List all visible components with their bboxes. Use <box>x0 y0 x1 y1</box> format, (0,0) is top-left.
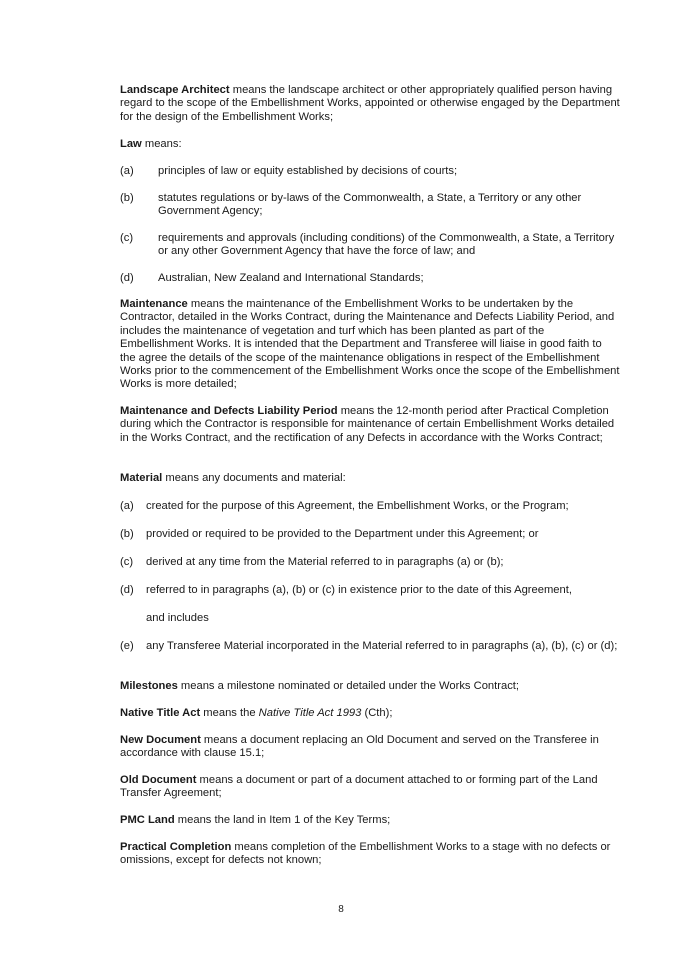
list-item <box>120 272 620 285</box>
list-item <box>120 500 620 513</box>
item-text: created for the purpose of this Agreement, the Embellishment Works, or the Program; <box>146 500 569 512</box>
term: New Document <box>120 734 201 746</box>
definition-material <box>120 472 620 485</box>
term: Maintenance <box>120 298 188 310</box>
list-item <box>120 232 620 259</box>
definition-text: means any documents and material: <box>162 472 346 484</box>
item-text: provided or required to be provided to the Department under this Agreement; or <box>146 528 539 540</box>
definition-old-document <box>120 774 620 801</box>
term: Native Title Act <box>120 707 201 719</box>
item-label: (b) <box>120 192 134 204</box>
list-item <box>120 556 620 569</box>
item-label: (d) <box>120 584 134 596</box>
item-text: requirements and approvals (including conditions) of the Commonwealth, a State, a Territory or any other Government Agency that have the force of law; and <box>158 232 615 258</box>
item-text: statutes regulations or by-laws of the Commonwealth, a State, a Territory or any other Government Agency; <box>158 192 582 218</box>
and-includes-text: and includes <box>146 612 209 624</box>
definition-text: means: <box>141 138 182 150</box>
term: Old Document <box>120 774 197 786</box>
list-item <box>120 528 620 541</box>
item-text: principles of law or equity established by decisions of courts; <box>158 165 458 177</box>
item-text: any Transferee Material incorporated in the Material referred to in paragraphs (a), (b), (c) or (d); <box>146 640 618 652</box>
definition-native-title-act <box>120 707 620 720</box>
definition-text: means the 12-month period after Practical Completion during which the Contractor is responsible for maintenance of certain Embellishment Works detailed in the Works Contract, and the rectification of any Defects in accordance with the Works Contract; <box>120 405 615 444</box>
definition-milestones <box>120 680 620 693</box>
definition-text: means completion of the Embellishment Works to a stage with no defects or omissions, except for defects not known; <box>120 841 611 867</box>
definition-text: means the landscape architect or other appropriately qualified person having regard to the scope of the Embellishment Works, appointed or otherwise engaged by the Department for the design of the Embellishment Works; <box>120 84 620 123</box>
term: Practical Completion <box>120 841 232 853</box>
list-item <box>120 640 620 653</box>
page-number: 8 <box>338 904 344 915</box>
act-title: Native Title Act 1993 <box>258 707 362 719</box>
item-label: (c) <box>120 232 134 244</box>
definition-new-document <box>120 734 620 761</box>
item-text: derived at any time from the Material referred to in paragraphs (a) or (b); <box>146 556 504 568</box>
list-item <box>120 165 620 178</box>
term: Law <box>120 138 142 150</box>
definition-text: means the <box>200 707 259 719</box>
item-label: (e) <box>120 640 134 652</box>
definition-text: means the maintenance of the Embellishment Works to be undertaken by the Contractor, detailed in the Works Contract, during the Maintenance and Defects Liability Period, and includes the maintenance of vegetation and turf which has been planted as part of the Embellishment Works. It is intended that the Department and Transferee will liaise in good faith to the agree the details of the scope of the maintenance obligations in respect of the Embellishment Works prior to the commencement of the Embellishment Works once the scope of the Embellishment Works is more detailed; <box>120 298 620 391</box>
list-item <box>120 584 620 597</box>
definition-law <box>120 138 620 151</box>
definition-text: means a milestone nominated or detailed under the Works Contract; <box>177 680 520 692</box>
item-label: (c) <box>120 556 134 568</box>
item-label: (b) <box>120 528 134 540</box>
definition-text: means a document or part of a document attached to or forming part of the Land Transfer Agreement; <box>120 774 598 800</box>
definition-text: means a document replacing an Old Document and served on the Transferee in accordance with clause 15.1; <box>120 734 599 760</box>
term: Maintenance and Defects Liability Period <box>120 405 338 417</box>
definition-text: means the land in Item 1 of the Key Terms; <box>174 814 391 826</box>
item-text: referred to in paragraphs (a), (b) or (c) in existence prior to the date of this Agreement, <box>146 584 572 596</box>
definition-maintenance <box>120 298 620 392</box>
list-item <box>120 192 620 219</box>
definition-practical-completion <box>120 841 620 868</box>
item-label: (a) <box>120 500 134 512</box>
item-label: (a) <box>120 165 134 177</box>
definition-text-end: (Cth); <box>361 707 393 719</box>
term: Landscape Architect <box>120 84 230 96</box>
item-text: Australian, New Zealand and International Standards; <box>158 272 424 284</box>
definition-maintenance-and-defects-liability-period <box>120 405 620 445</box>
term: PMC Land <box>120 814 175 826</box>
term: Milestones <box>120 680 178 692</box>
definition-landscape-architect <box>120 84 620 124</box>
and-includes-line <box>120 612 620 625</box>
term: Material <box>120 472 163 484</box>
item-label: (d) <box>120 272 134 284</box>
definition-pmc-land <box>120 814 620 827</box>
